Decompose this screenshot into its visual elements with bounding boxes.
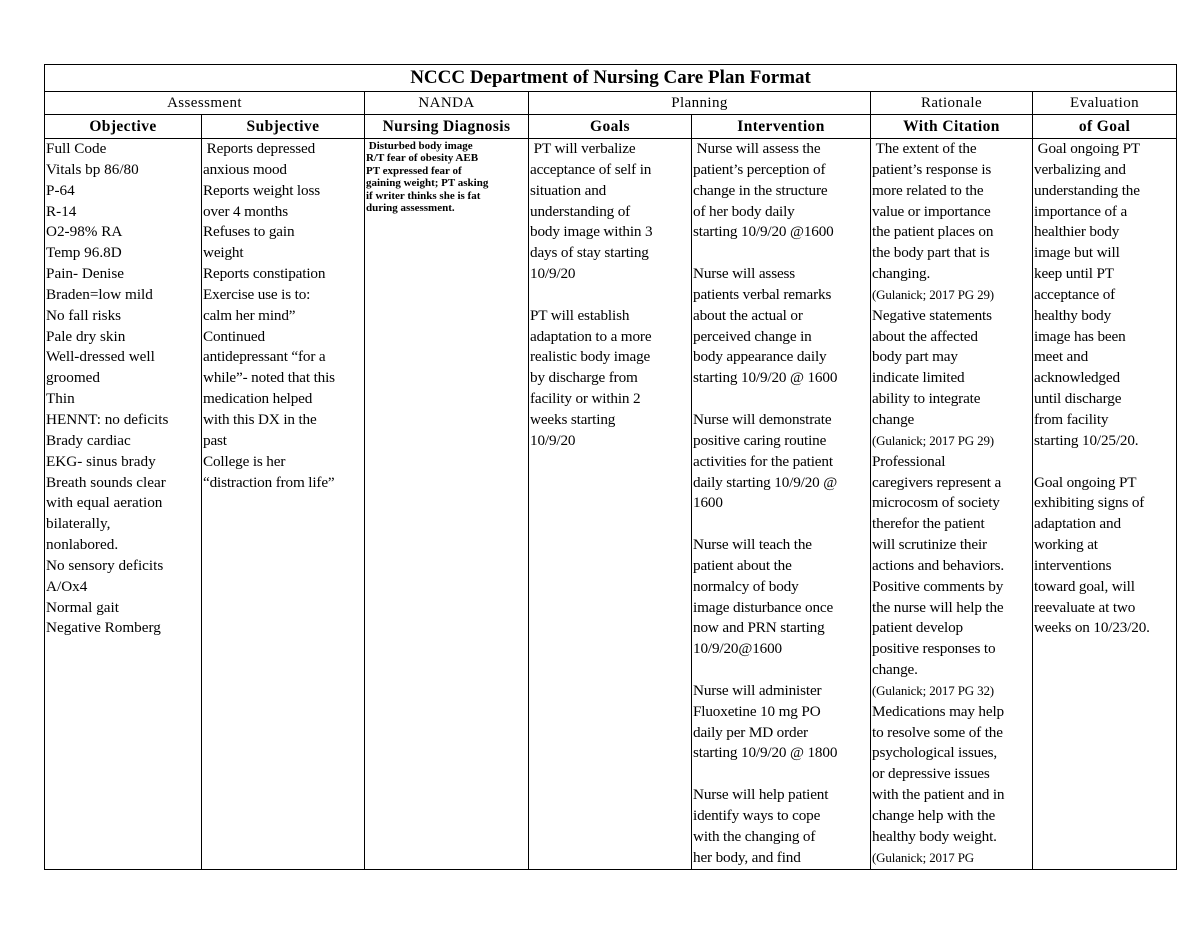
evaluation-cell (1033, 139, 1177, 870)
rationale-part: Negative statements about the affected body part may indicate limited ability to integrate change (872, 306, 992, 428)
citation: (Gulanick; 2017 PG 29) (872, 286, 994, 302)
care-plan-table (44, 64, 1177, 870)
diagnosis-cell (365, 139, 529, 870)
citation: (Gulanick; 2017 PG (872, 849, 975, 865)
header-nursing-diagnosis: Nursing Diagnosis (365, 115, 529, 139)
subjective-text: Reports depressed anxious mood Reports weight loss over 4 months Refuses to gain weight Reports constipation Exercise use is to: calm her mind” Continued antidepressant “for a while”- noted that this medication helped with this DX in the past College is her “distraction from life” (203, 140, 335, 491)
diagnosis-text: Disturbed body image R/T fear of obesity AEB PT expressed fear of gaining weight; PT asking if writer thinks she is fat during assessment. (366, 140, 489, 215)
header-objective: Objective (45, 115, 202, 139)
group-assessment: Assessment (45, 92, 365, 115)
header-of-goal: of Goal (1033, 115, 1177, 139)
rationale-part: Medications may help to resolve some of the psychological issues, or depressive issues with the patient and in change help with the healthy body weight. (872, 702, 1005, 845)
header-intervention: Intervention (692, 115, 871, 139)
rationale-part: Professional caregivers represent a microcosm of society therefor the patient will scrutinize their actions and behaviors. Positive comments by the nurse will help the patient develop positive responses to change. (872, 452, 1005, 679)
goals-text: PT will verbalize acceptance of self in situation and understanding of body image within 3 days of stay starting 10/9/20 PT will establish adaptation to a more realistic body image by discharge from facility or within 2 weeks starting 10/9/20 (530, 140, 653, 449)
subjective-cell (202, 139, 365, 870)
intervention-cell (692, 139, 871, 870)
evaluation-text: Goal ongoing PT verbalizing and understanding the importance of a healthier body image but will keep until PT acceptance of healthy body image has been meet and acknowledged until discharge from facility starting 10/25/20. Goal ongoing PT exhibiting signs of adaptation and working at interventions toward goal, will reevaluate at two weeks on 10/23/20. (1034, 140, 1150, 637)
header-with-citation: With Citation (871, 115, 1033, 139)
rationale-text (871, 139, 1032, 869)
group-rationale: Rationale (871, 92, 1033, 115)
group-evaluation: Evaluation (1033, 92, 1177, 115)
objective-cell (45, 139, 202, 870)
goals-cell (529, 139, 692, 870)
citation: (Gulanick; 2017 PG 29) (872, 432, 994, 448)
header-goals: Goals (529, 115, 692, 139)
page-title: NCCC Department of Nursing Care Plan Format (45, 65, 1177, 92)
group-planning: Planning (529, 92, 871, 115)
header-subjective: Subjective (202, 115, 365, 139)
intervention-text: Nurse will assess the patient’s perception of change in the structure of her body daily starting 10/9/20 @1600 Nurse will assess patients verbal remarks about the actual or perceived change in body appearance daily starting 10/9/20 @ 1600 Nurse will demonstrate positive caring routine activities for the patient daily starting 10/9/20 @ 1600 Nurse will teach the patient about the normalcy of body image disturbance once now and PRN starting 10/9/20@1600 Nurse will administer Fluoxetine 10 mg PO daily per MD order starting 10/9/20 @ 1800 Nurse will help patient identify ways to cope with the changing of her body, and find (693, 140, 838, 866)
objective-text: Full Code Vitals bp 86/80 P-64 R-14 O2-98% RA Temp 96.8D Pain- Denise Braden=low mild No fall risks Pale dry skin Well-dressed well groomed Thin HENNT: no deficits Brady cardiac EKG- sinus brady Breath sounds clear with equal aeration bilaterally, nonlabored. No sensory deficits A/Ox4 Normal gait Negative Romberg (46, 140, 169, 637)
rationale-part: The extent of the patient’s response is more related to the value or importance the patient places on the body part that is changing. (872, 140, 994, 283)
rationale-cell (871, 139, 1033, 870)
group-nanda: NANDA (365, 92, 529, 115)
citation: (Gulanick; 2017 PG 32) (872, 682, 994, 698)
